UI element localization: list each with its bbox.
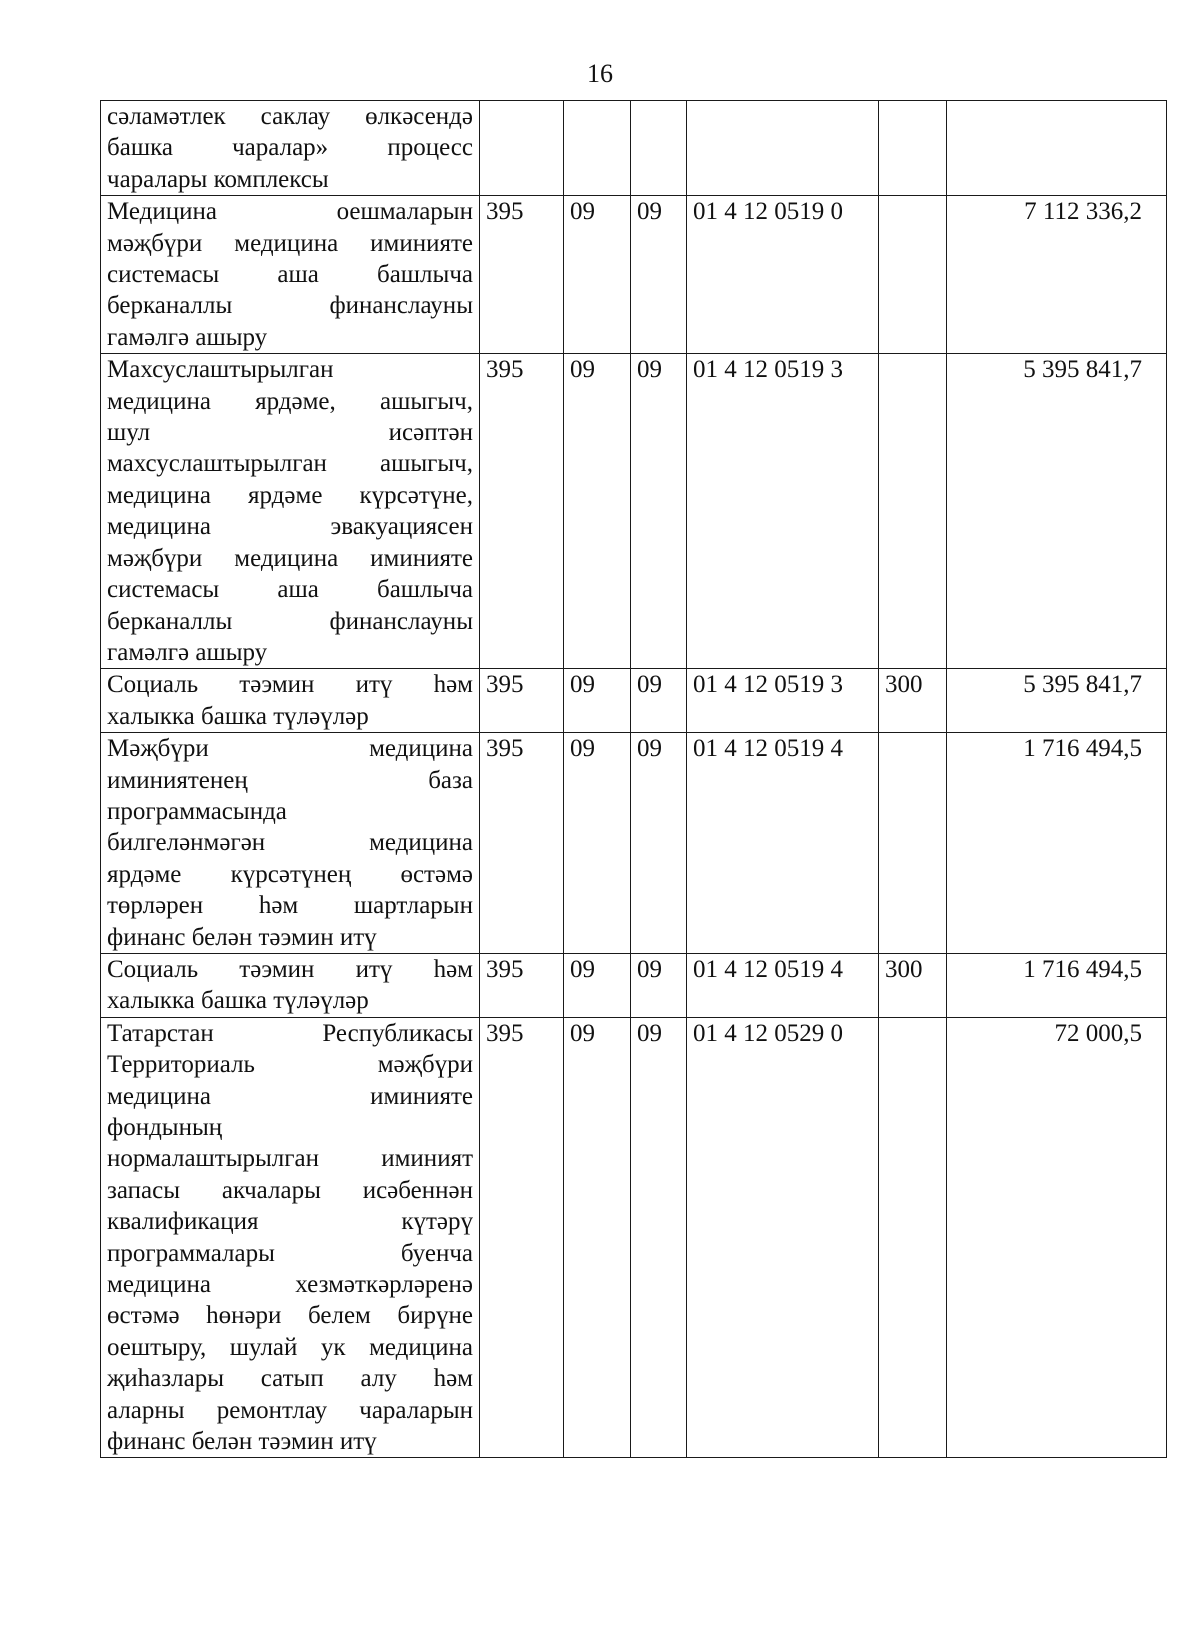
- description-line: Мәҗбүри медицина: [107, 735, 473, 763]
- table-row: [101, 196, 1167, 354]
- section-code-cell: 09: [564, 354, 631, 669]
- amount-cell: 1 716 494,5: [947, 953, 1167, 1017]
- expense-type-cell: [879, 354, 947, 669]
- description-cell: [101, 196, 480, 354]
- amount-cell: 1 716 494,5: [947, 733, 1167, 954]
- description-line: медицина иминияте: [107, 1082, 473, 1110]
- description-line: медицина ярдәме, ашыгыч,: [107, 387, 473, 415]
- ministry-code-cell: 395: [480, 669, 564, 733]
- description-line: системасы аша башлыча: [107, 261, 473, 289]
- expense-type-cell: 300: [879, 669, 947, 733]
- section-code-cell: 09: [564, 669, 631, 733]
- ministry-code-cell: 395: [480, 733, 564, 954]
- amount-cell: 7 112 336,2: [947, 196, 1167, 354]
- subsection-code-cell: 09: [631, 669, 687, 733]
- table-row: [101, 953, 1167, 1017]
- description-line: халыкка башка түләүләр: [107, 702, 369, 730]
- description-line: мәҗбүри медицина иминияте: [107, 229, 473, 257]
- description-line: җиһазлары сатып алу һәм: [107, 1365, 473, 1393]
- ministry-code-cell: 395: [480, 354, 564, 669]
- description-line: ярдәме күрсәтүнең өстәмә: [107, 860, 473, 888]
- description-cell: [101, 669, 480, 733]
- description-line: шул исәптән: [107, 419, 473, 447]
- description-line: фондының: [107, 1114, 223, 1141]
- description-line: чаралары комплексы: [107, 165, 329, 193]
- amount-cell: 72 000,5: [947, 1017, 1167, 1458]
- description-line: махсуслаштырылган ашыгыч,: [107, 450, 473, 478]
- section-code-cell: 09: [564, 733, 631, 954]
- ministry-code-cell: 395: [480, 1017, 564, 1458]
- table-row: [101, 733, 1167, 954]
- description-line: гамәлгә ашыру: [107, 638, 268, 666]
- description-line: финанс белән тәэмин итү: [107, 923, 377, 951]
- description-cell: [101, 1017, 480, 1458]
- ministry-code-cell: 395: [480, 953, 564, 1017]
- description-line: халыкка башка түләүләр: [107, 987, 369, 1015]
- description-line: медицина ярдәме күрсәтүне,: [107, 481, 473, 509]
- target-article-cell: 01 4 12 0519 3: [687, 669, 879, 733]
- table-row: [101, 1017, 1167, 1458]
- expense-type-cell: [879, 196, 947, 354]
- expense-type-cell: [879, 1017, 947, 1458]
- target-article-cell: 01 4 12 0529 0: [687, 1017, 879, 1458]
- target-article-cell: 01 4 12 0519 3: [687, 354, 879, 669]
- section-code-cell: 09: [564, 196, 631, 354]
- description-line: запасы акчалары исәбеннән: [107, 1176, 473, 1204]
- subsection-code-cell: 09: [631, 733, 687, 954]
- description-line: медицина хезмәткәрләренә: [107, 1271, 473, 1299]
- description-line: иминиятенең база: [107, 766, 473, 794]
- description-line: медицина эвакуациясен: [107, 513, 473, 541]
- description-line: гамәлгә ашыру: [107, 323, 268, 351]
- section-code-cell: 09: [564, 953, 631, 1017]
- subsection-code-cell: 09: [631, 354, 687, 669]
- description-line: системасы аша башлыча: [107, 576, 473, 604]
- ministry-code-cell: 395: [480, 196, 564, 354]
- description-line: башка чаралар» процесс: [107, 134, 473, 162]
- target-article-cell: [687, 101, 879, 196]
- subsection-code-cell: [631, 101, 687, 196]
- target-article-cell: 01 4 12 0519 0: [687, 196, 879, 354]
- description-line: Татарстан Республикасы: [107, 1019, 473, 1047]
- amount-cell: 5 395 841,7: [947, 669, 1167, 733]
- description-line: берканаллы финанслауны: [107, 292, 473, 320]
- description-line: Медицина оешмаларын: [107, 198, 473, 226]
- description-line: квалификация күтәрү: [107, 1208, 473, 1236]
- description-line: программасында: [107, 797, 287, 825]
- section-code-cell: 09: [564, 1017, 631, 1458]
- target-article-cell: 01 4 12 0519 4: [687, 953, 879, 1017]
- amount-cell: [947, 101, 1167, 196]
- table-row: [101, 101, 1167, 196]
- description-cell: [101, 101, 480, 196]
- expense-type-cell: [879, 733, 947, 954]
- description-line: Махсуслаштырылган: [107, 356, 334, 384]
- table-row: [101, 354, 1167, 669]
- description-line: сәламәтлек саклау өлкәсендә: [107, 103, 473, 130]
- expense-type-cell: [879, 101, 947, 196]
- description-line: төрләрен һәм шартларын: [107, 892, 473, 920]
- subsection-code-cell: 09: [631, 1017, 687, 1458]
- budget-table-body: [101, 101, 1167, 1458]
- section-code-cell: [564, 101, 631, 196]
- budget-table: [100, 100, 1167, 1458]
- ministry-code-cell: [480, 101, 564, 196]
- target-article-cell: 01 4 12 0519 4: [687, 733, 879, 954]
- description-line: Территориаль мәҗбүри: [107, 1051, 473, 1079]
- expense-type-cell: 300: [879, 953, 947, 1017]
- description-line: нормалаштырылган иминият: [107, 1145, 473, 1173]
- table-row: [101, 669, 1167, 733]
- subsection-code-cell: 09: [631, 953, 687, 1017]
- description-line: Социаль тәэмин итү һәм: [107, 955, 473, 983]
- description-line: Социаль тәэмин итү һәм: [107, 671, 473, 699]
- description-cell: [101, 733, 480, 954]
- description-line: мәҗбүри медицина иминияте: [107, 544, 473, 572]
- description-line: аларны ремонтлау чараларын: [107, 1396, 473, 1424]
- description-line: өстәмә һөнәри белем бирүне: [107, 1302, 473, 1330]
- description-line: программалары буенча: [107, 1239, 473, 1267]
- page-number: 16: [587, 59, 613, 88]
- description-cell: [101, 354, 480, 669]
- description-line: берканаллы финанслауны: [107, 607, 473, 635]
- description-line: финанс белән тәэмин итү: [107, 1428, 377, 1456]
- subsection-code-cell: 09: [631, 196, 687, 354]
- amount-cell: 5 395 841,7: [947, 354, 1167, 669]
- description-line: билгеләнмәгән медицина: [107, 829, 473, 857]
- description-line: оештыру, шулай ук медицина: [107, 1333, 473, 1361]
- description-cell: [101, 953, 480, 1017]
